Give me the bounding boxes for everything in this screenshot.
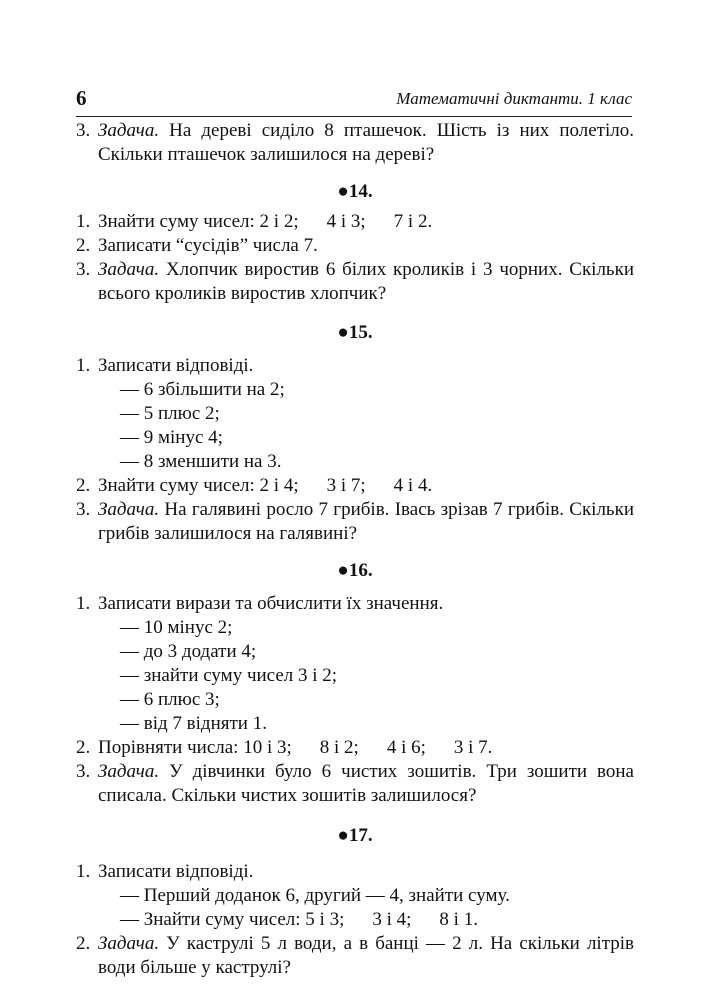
item-number: 3. bbox=[76, 259, 91, 280]
sub-item: — 10 мінус 2; bbox=[120, 617, 233, 638]
task-label: Задача. bbox=[98, 933, 160, 954]
task-label: Задача. bbox=[98, 499, 160, 520]
item-number: 1. bbox=[76, 593, 91, 614]
task-item bbox=[76, 932, 634, 980]
sub-item: — від 7 відняти 1. bbox=[120, 713, 267, 734]
sub-item: — до 3 додати 4; bbox=[120, 641, 257, 662]
dictation-heading-14: ●14. bbox=[337, 181, 373, 202]
item-number: 2. bbox=[76, 737, 91, 758]
list-item bbox=[76, 860, 634, 932]
item-number: 1. bbox=[76, 211, 91, 232]
item-text: Записати вирази та обчислити їх значення. bbox=[98, 593, 444, 614]
item-part: 8 і 1. bbox=[439, 909, 478, 930]
page-number: 6 bbox=[76, 86, 87, 110]
task-text: Хлопчик виростив 6 білих кроликів і 3 чорних. Скільки всього кроликів виростив хлопчик? bbox=[98, 259, 634, 304]
sub-item: — 6 збільшити на 2; bbox=[120, 379, 285, 400]
item-part: 4 і 3; bbox=[326, 211, 366, 232]
dictation-heading-17: ●17. bbox=[337, 825, 373, 846]
item-text: Знайти суму чисел: 2 і 2; bbox=[98, 211, 299, 232]
task-label: Задача. bbox=[98, 120, 160, 141]
task-item bbox=[76, 119, 634, 167]
list-item bbox=[76, 234, 634, 258]
item-number: 2. bbox=[76, 933, 91, 954]
task-text: На дереві сиділо 8 пташечок. Шість із них полетіло. Скільки пташечок залишилося на дереві? bbox=[98, 120, 634, 165]
sub-item: — 9 мінус 4; bbox=[120, 427, 223, 448]
task-text: У дівчинки було 6 чистих зошитів. Три зошити вона списала. Скільки чистих зошитів залишилося? bbox=[98, 761, 634, 806]
item-part: 8 і 2; bbox=[319, 737, 359, 758]
item-part: 3 і 4; bbox=[372, 909, 412, 930]
item-part: 4 і 6; bbox=[386, 737, 426, 758]
item-number: 2. bbox=[76, 475, 91, 496]
item-part: 7 і 2. bbox=[393, 211, 433, 232]
sub-item: — знайти суму чисел 3 і 2; bbox=[120, 665, 338, 686]
page-content bbox=[76, 119, 634, 980]
item-number: 3. bbox=[76, 761, 91, 782]
item-number: 3. bbox=[76, 120, 91, 141]
dictation-heading-15: ●15. bbox=[337, 322, 373, 343]
running-title: Математичні диктанти. 1 клас bbox=[396, 89, 632, 108]
task-item bbox=[76, 498, 634, 546]
list-item bbox=[76, 354, 634, 474]
list-item bbox=[76, 592, 634, 736]
task-text: На галявині росло 7 грибів. Івась зрізав 7 грибів. Скільки грибів залишилося на галявині? bbox=[98, 499, 634, 544]
task-text: У каструлі 5 л води, а в банці — 2 л. На скільки літрів води більше у каструлі? bbox=[98, 933, 634, 978]
task-label: Задача. bbox=[98, 761, 160, 782]
item-number: 1. bbox=[76, 861, 91, 882]
item-text: Знайти суму чисел: 2 і 4; bbox=[98, 475, 299, 496]
item-text: Записати відповіді. bbox=[98, 355, 254, 376]
list-item bbox=[76, 210, 634, 234]
sub-item: — 5 плюс 2; bbox=[120, 403, 220, 424]
item-part: 3 і 7; bbox=[326, 475, 366, 496]
item-text: Записати відповіді. bbox=[98, 861, 254, 882]
dictation-heading-16: ●16. bbox=[337, 560, 373, 581]
item-text: Записати “сусідів” числа 7. bbox=[98, 235, 318, 256]
item-number: 2. bbox=[76, 235, 91, 256]
sub-item bbox=[98, 908, 634, 932]
task-item bbox=[76, 760, 634, 808]
item-number: 3. bbox=[76, 499, 91, 520]
item-part: 4 і 4. bbox=[393, 475, 433, 496]
item-part: 3 і 7. bbox=[453, 737, 493, 758]
task-item bbox=[76, 258, 634, 306]
item-text: Порівняти числа: 10 і 3; bbox=[98, 737, 292, 758]
sub-item: — 6 плюс 3; bbox=[120, 689, 220, 710]
list-item bbox=[76, 474, 634, 498]
item-number: 1. bbox=[76, 355, 91, 376]
sub-item: — Перший доданок 6, другий — 4, знайти суму. bbox=[120, 885, 510, 906]
task-label: Задача. bbox=[98, 259, 160, 280]
sub-item-text: — Знайти суму чисел: 5 і 3; bbox=[120, 909, 345, 930]
list-item bbox=[76, 736, 634, 760]
page-header bbox=[76, 86, 632, 117]
sub-item: — 8 зменшити на 3. bbox=[120, 451, 282, 472]
